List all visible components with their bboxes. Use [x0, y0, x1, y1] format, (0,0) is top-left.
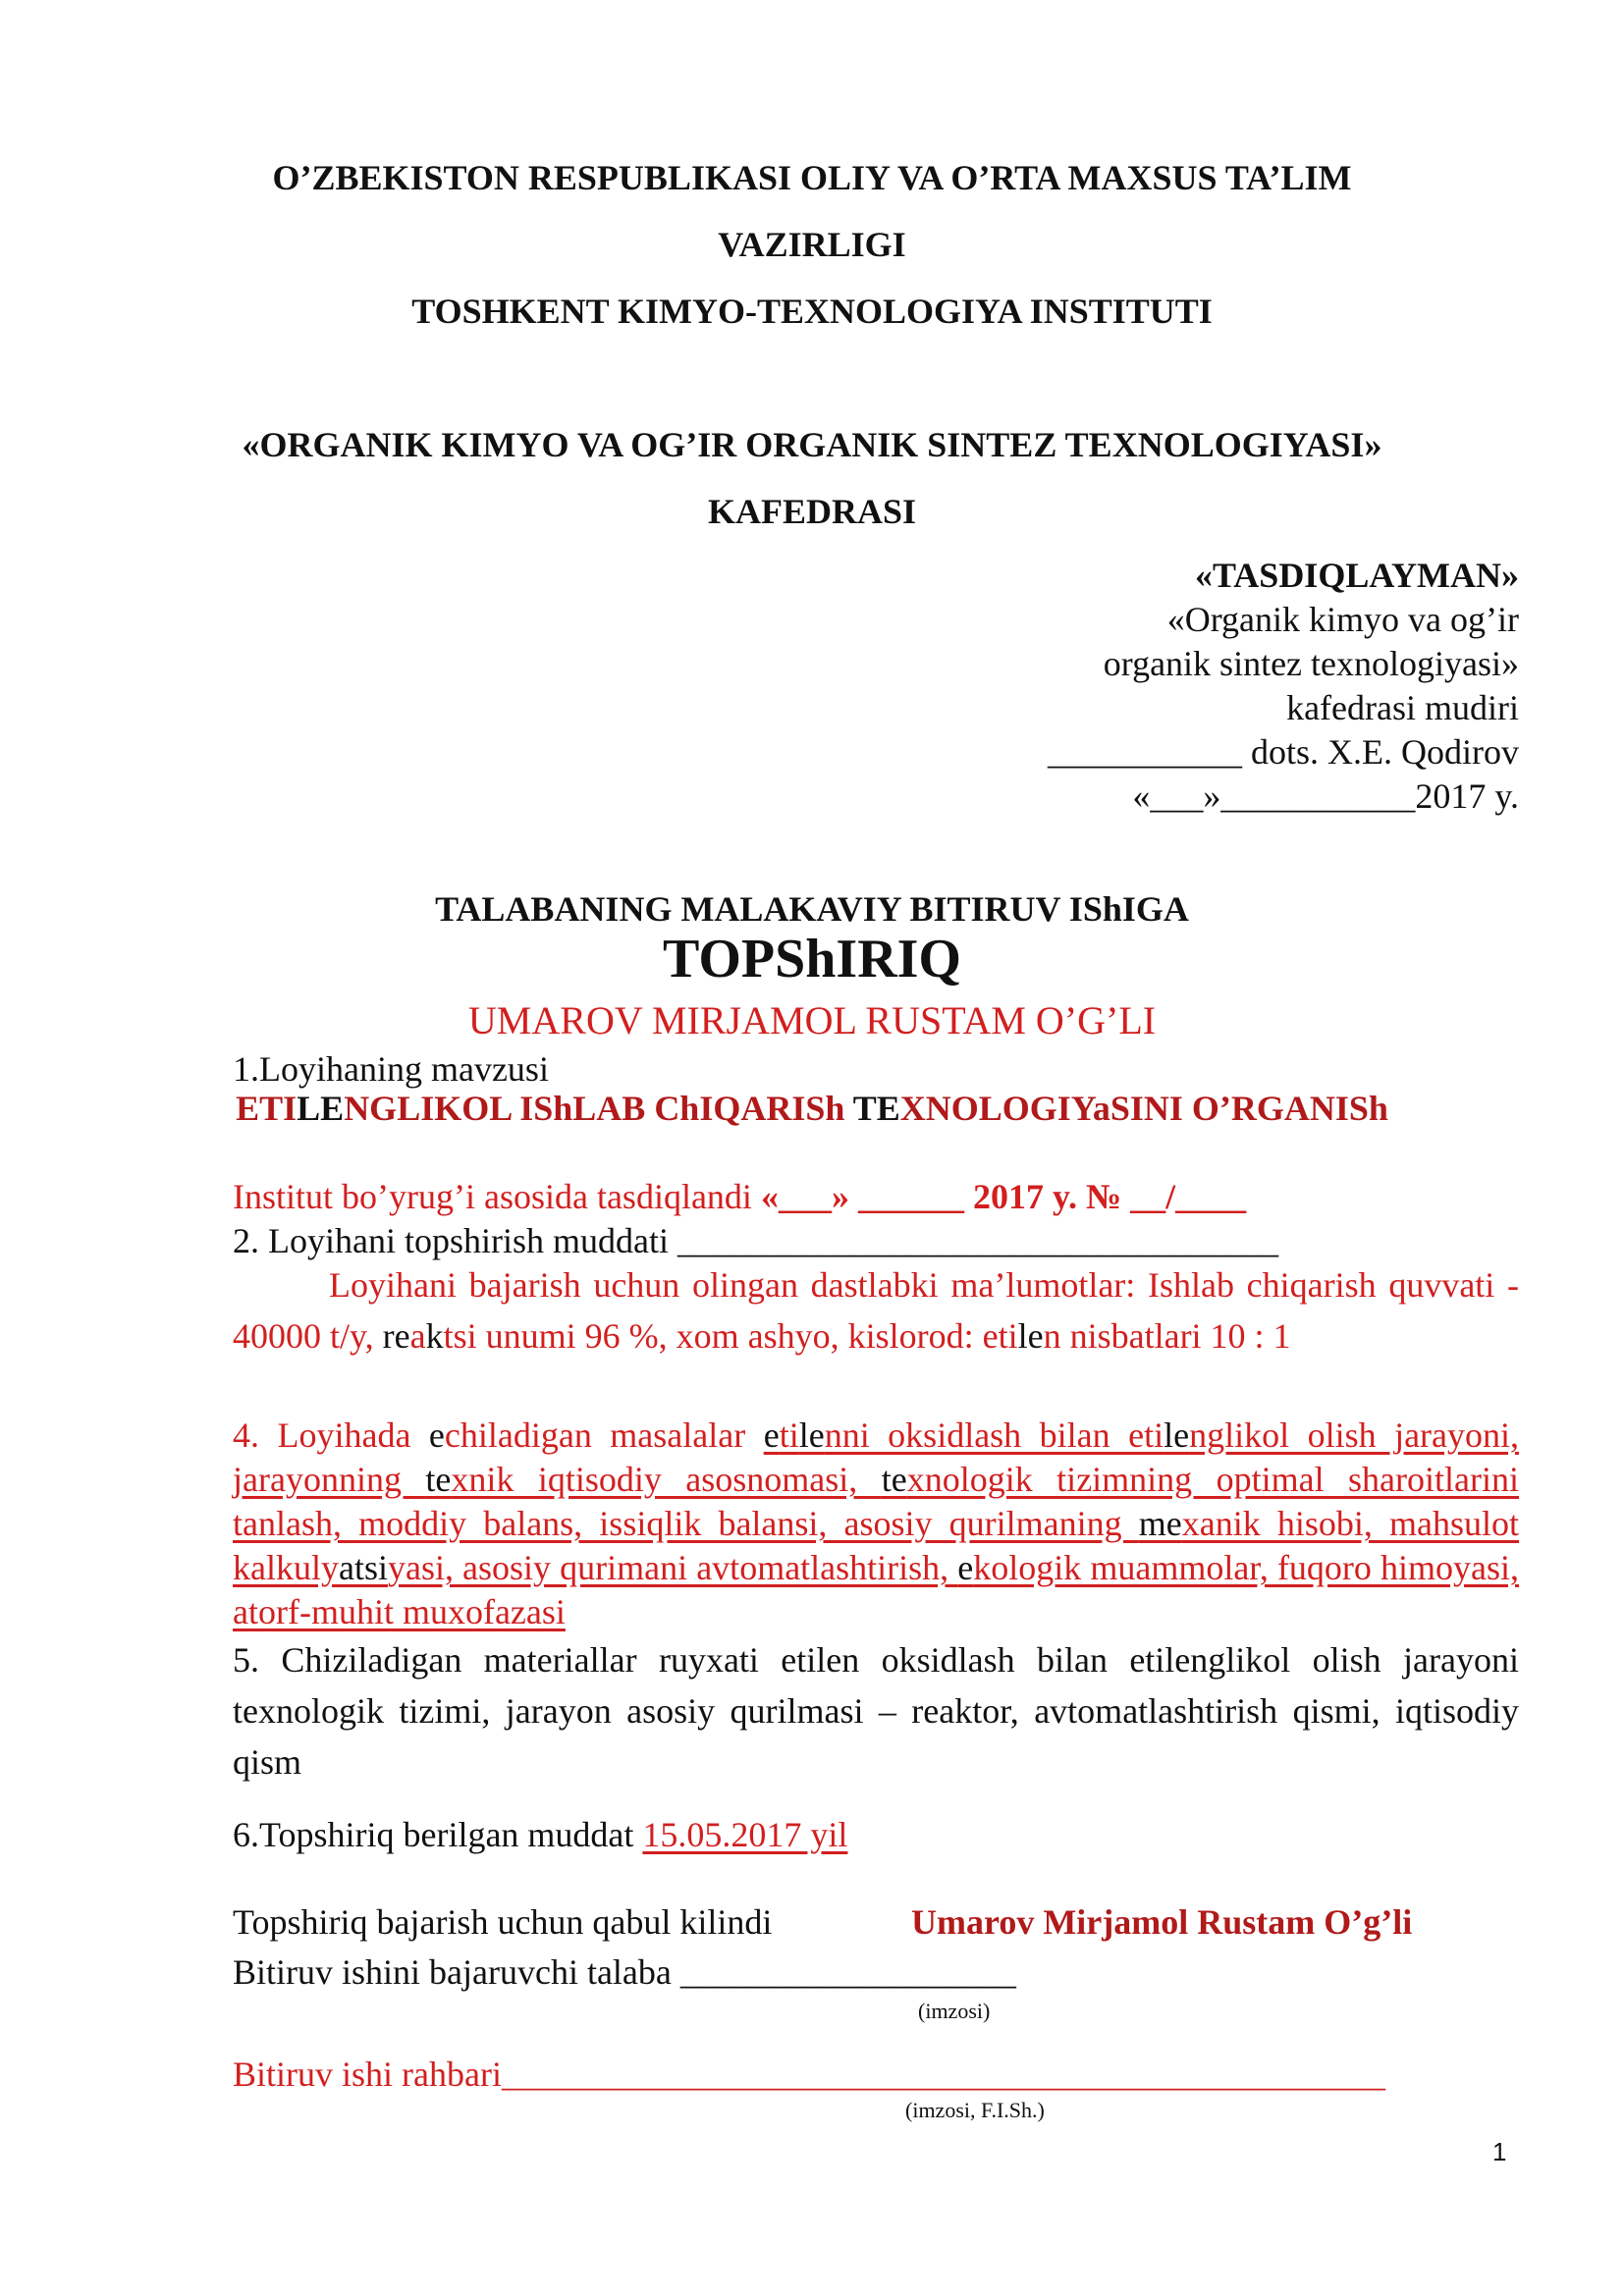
accepted-label: Topshiriq bajarish uchun qabul kilindi	[233, 1902, 773, 1942]
issue-date-value: 15.05.2017 yil	[642, 1815, 848, 1854]
item4-tasks: 4. Loyihada echiladigan masalalar etilenni oksidlash bilan etilenglikol olish jarayoni, jarayonning texnik iqtisodiy asosnomasi, texnologik tizimning optimal sharoitlarini tanlash, moddiy balans, issiqlik balansi, asosiy qurilmaning mexanik hisobi, mahsulot kalkulyatsiyasi, asosiy qurimani avtomatlashtirish, ekologik muammolar, fuqoro himoyasi, atorf-muhit muxofazasi	[233, 1415, 1520, 1631]
approval-line2: organik sintez texnologiyasi»	[1103, 644, 1519, 683]
task-heading: TALABANING MALAKAVIY BITIRUV IShIGA	[435, 889, 1189, 929]
item6-issue-date: 6.Topshiriq berilgan muddat 15.05.2017 yil	[233, 1815, 848, 1854]
item5-materials: 5. Chiziladigan materiallar ruyxati etilen oksidlash bilan etilenglikol olish jarayoni texnologik tizimi, jarayon asosiy qurilmasi – reaktor, avtomatlashtirish qismi, iqtisodiy qism	[233, 1640, 1519, 1782]
department-title-line1: «ORGANIK KIMYO VA OG’IR ORGANIK SINTEZ TEXNOLOGIYASI»	[242, 425, 1382, 464]
department-title-line2: KAFEDRASI	[707, 492, 917, 531]
student-name: UMAROV MIRJAMOL RUSTAM O’G’LI	[467, 998, 1157, 1042]
approval-line3: kafedrasi mudiri	[1286, 688, 1519, 727]
supervisor-signature-caption: (imzosi, F.I.Sh.)	[905, 2098, 1045, 2122]
page-number: 1	[1492, 2137, 1507, 2166]
project-topic: ETILENGLIKOL IShLAB ChIQARISh TEXNOLOGIYaSINI O’RGANISh	[236, 1089, 1388, 1128]
institute-title: TOSHKENT KIMYO-TEXNOLOGIYA INSTITUTI	[411, 292, 1213, 331]
approval-title: «TASDIQLAYMAN»	[1194, 556, 1519, 595]
supervisor-label: Bitiruv ishi rahbari	[233, 2055, 502, 2094]
student-signature-caption: (imzosi)	[918, 1999, 991, 2023]
student-signature-line: Bitiruv ishini bajaruvchi talaba ___________________	[233, 1952, 1016, 1992]
ministry-title-line2: VAZIRLIGI	[718, 225, 906, 264]
approval-date-line: «___»___________2017 y.	[1132, 776, 1519, 816]
item1-label: 1.Loyihaning mavzusi	[233, 1049, 549, 1089]
order-label: Institut bo’yrug’i asosida tasdiqlandi	[233, 1177, 752, 1216]
approval-signature-line: ___________ dots. X.E. Qodirov	[1048, 732, 1519, 772]
supervisor-line: Bitiruv ishi rahbari__________________________________________________	[233, 2055, 1385, 2094]
order-value: «___» ______ 2017 y. № __/____	[760, 1177, 1247, 1216]
task-title: TOPShIRIQ	[663, 929, 961, 989]
accepted-student-name: Umarov Mirjamol Rustam O’g’li	[911, 1902, 1413, 1942]
item2-deadline: 2. Loyihani topshirish muddati __________________________________	[233, 1221, 1278, 1260]
approval-line1: «Organik kimyo va og’ir	[1166, 600, 1519, 639]
order-line	[233, 1176, 1246, 1217]
item3-initial-data: Loyihani bajarish uchun olingan dastlabki ma’lumotlar: Ishlab chiqarish quvvati - 40000 t/y, reaktsi unumi 96 %, xom ashyo, kislorod: etilen nisbatlari 10 : 1	[233, 1265, 1519, 1356]
ministry-title-line1: O’ZBEKISTON RESPUBLIKASI OLIY VA O’RTA MAXSUS TA’LIM	[272, 158, 1352, 197]
